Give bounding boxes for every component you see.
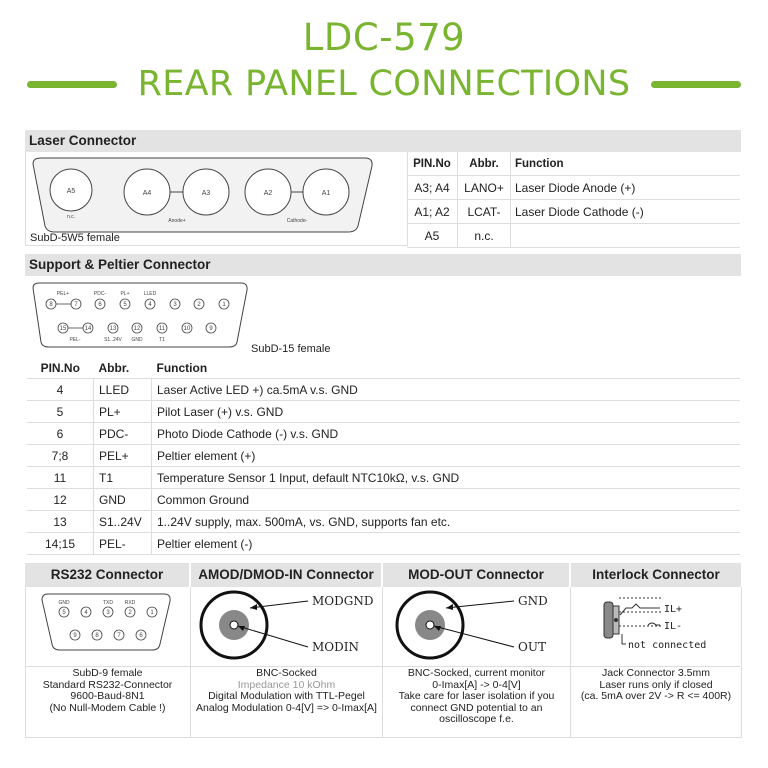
laser-col-abbr: Abbr. — [458, 152, 511, 176]
support-col-function: Function — [156, 361, 208, 375]
title-bar-right — [651, 81, 741, 88]
pin-a5-label: A5 — [66, 188, 76, 195]
svg-text:6: 6 — [139, 633, 143, 639]
svg-text:7: 7 — [117, 633, 121, 639]
laser-col-pin: PIN.No — [407, 152, 458, 176]
svg-text:S1..24V: S1..24V — [104, 337, 122, 343]
interlock-header: Interlock Connector — [571, 563, 741, 587]
svg-text:11: 11 — [158, 326, 166, 332]
svg-text:6: 6 — [98, 302, 102, 308]
rs232-header: RS232 Connector — [25, 563, 189, 587]
not-connected-label: not connected — [628, 640, 707, 651]
modout-bnc-diagram — [392, 590, 567, 664]
pin-a3-label: A3 — [201, 190, 211, 197]
svg-text:9: 9 — [73, 633, 77, 639]
svg-text:15: 15 — [59, 326, 67, 332]
gnd-label: GND — [518, 594, 548, 608]
svg-text:TXD: TXD — [103, 600, 113, 606]
il-plus-label: IL+ — [664, 604, 683, 615]
table-row: 5 PL+ Pilot Laser (+) v.s. GND — [27, 401, 740, 423]
laser-col-function: Function — [511, 152, 741, 176]
table-row: 12 GND Common Ground — [27, 489, 740, 511]
laser-connector-caption: SubD-5W5 female — [30, 232, 120, 244]
laser-section-header: Laser Connector — [25, 130, 741, 152]
svg-text:T1: T1 — [159, 337, 165, 343]
amod-bnc-diagram — [196, 590, 381, 664]
svg-text:3: 3 — [173, 302, 177, 308]
subd15-caption: SubD-15 female — [251, 343, 331, 355]
svg-text:GND: GND — [58, 600, 70, 606]
svg-text:2: 2 — [197, 302, 201, 308]
svg-text:5: 5 — [123, 302, 127, 308]
anode-label: Anode+ — [168, 218, 186, 224]
table-row: 14;15 PEL- Peltier element (-) — [27, 533, 740, 555]
table-row: 13 S1..24V 1..24V supply, max. 500mA, vs. GND, supports fan etc. — [27, 511, 740, 533]
modout-caption: BNC-Socked, current monitor 0-Imax[A] -> 0-4[V] Take care for laser isolation if you connect GND potential to an oscilloscope f.e. — [398, 667, 555, 725]
svg-text:LLED: LLED — [143, 291, 157, 297]
title-bar-left — [27, 81, 117, 88]
page-title: LDC-579 — [302, 16, 466, 59]
svg-text:GND: GND — [131, 337, 143, 343]
pin-a4-label: A4 — [142, 190, 152, 197]
interlock-jack-diagram — [600, 592, 735, 657]
svg-text:9: 9 — [209, 326, 213, 332]
svg-text:13: 13 — [109, 326, 117, 332]
svg-text:10: 10 — [183, 326, 191, 332]
table-row: A3; A4 LANO+ Laser Diode Anode (+) — [407, 176, 740, 200]
modin-label: MODIN — [312, 640, 359, 654]
out-label: OUT — [518, 640, 546, 654]
interlock-caption: Jack Connector 3.5mm Laser runs only if closed (ca. 5mA over 2V -> R <= 400R) — [580, 667, 732, 702]
support-col-pin: PIN.No — [40, 361, 80, 375]
table-row: A1; A2 LCAT- Laser Diode Cathode (-) — [407, 200, 740, 224]
svg-text:4: 4 — [148, 302, 152, 308]
svg-text:1: 1 — [150, 610, 154, 616]
svg-text:1: 1 — [222, 302, 226, 308]
svg-text:2: 2 — [128, 610, 132, 616]
svg-text:PEL+: PEL+ — [56, 291, 70, 297]
cathode-label: Cathode- — [286, 218, 308, 224]
support-section-header: Support & Peltier Connector — [25, 254, 741, 276]
svg-text:5: 5 — [62, 610, 66, 616]
il-minus-label: IL- — [664, 621, 683, 632]
svg-text:8: 8 — [95, 633, 99, 639]
table-row: 6 PDC- Photo Diode Cathode (-) v.s. GND — [27, 423, 740, 445]
svg-text:3: 3 — [106, 610, 110, 616]
svg-text:PDC-: PDC- — [93, 291, 107, 297]
svg-text:12: 12 — [133, 326, 141, 332]
nc-label: n.c. — [66, 214, 76, 220]
support-pin-table — [27, 358, 740, 555]
modout-header: MOD-OUT Connector — [383, 563, 569, 587]
svg-text:4: 4 — [84, 610, 88, 616]
laser-pin-table — [407, 152, 740, 248]
svg-text:8: 8 — [49, 302, 53, 308]
rs232-caption: SubD-9 female Standard RS232-Connector 9600-Baud-8N1 (No Null-Modem Cable !) — [42, 667, 173, 714]
subd15-connector-diagram — [27, 280, 257, 358]
svg-text:PL+: PL+ — [120, 291, 130, 297]
pin-a2-label: A2 — [263, 190, 273, 197]
svg-text:PEL-: PEL- — [69, 337, 81, 343]
pin-a1-label: A1 — [321, 190, 331, 197]
amod-caption: BNC-Socked Impedance 10 kOhm Digital Modulation with TTL-Pegel Analog Modulation 0-4[V] => 0-Imax[A] — [196, 667, 377, 714]
svg-text:RXD: RXD — [124, 600, 136, 606]
table-row: 4 LLED Laser Active LED +) ca.5mA v.s. GND — [27, 379, 740, 401]
svg-text:14: 14 — [84, 326, 92, 332]
table-row: 7;8 PEL+ Peltier element (+) — [27, 445, 740, 467]
svg-text:7: 7 — [74, 302, 78, 308]
rs232-connector-diagram — [38, 592, 178, 657]
support-col-abbr: Abbr. — [98, 361, 130, 375]
page-subtitle: REAR PANEL CONNECTIONS — [137, 64, 631, 104]
amod-header: AMOD/DMOD-IN Connector — [191, 563, 381, 587]
table-row: A5 n.c. — [407, 224, 740, 248]
table-row: 11 T1 Temperature Sensor 1 Input, default NTC10kΩ, v.s. GND — [27, 467, 740, 489]
modgnd-label: MODGND — [312, 594, 374, 608]
